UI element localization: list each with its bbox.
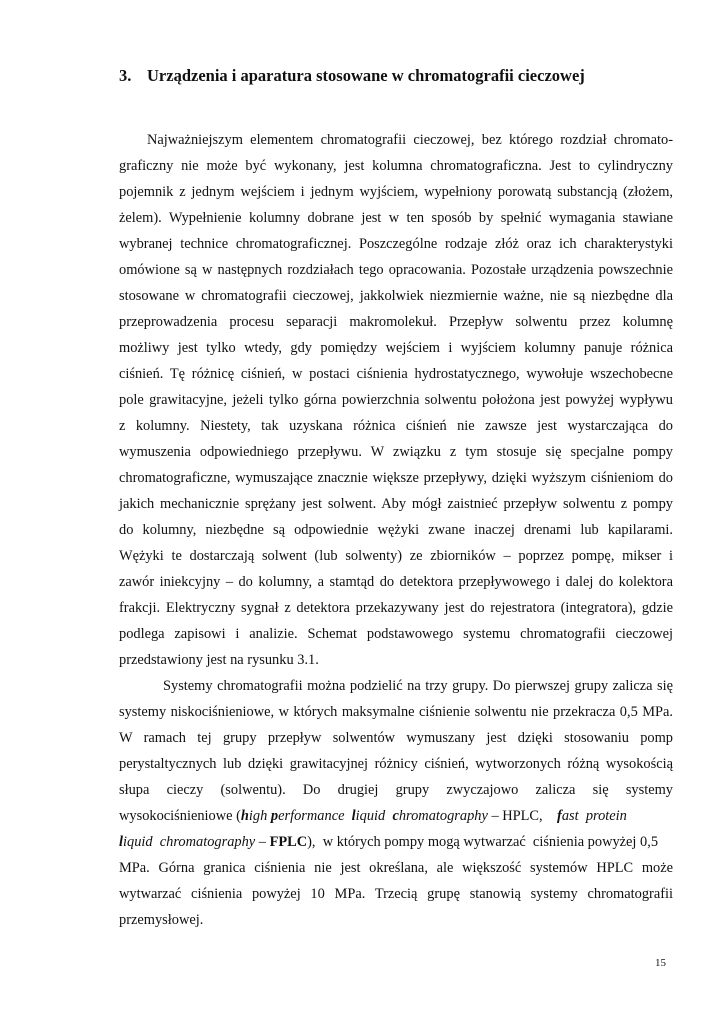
text-span: – — [255, 834, 270, 850]
italic-span: iquid — [355, 808, 393, 824]
acronym-letter: h — [240, 808, 249, 824]
text-span: – HPLC, — [487, 808, 558, 824]
text-line: przeprowadzenia procesu separacji makromolekuł. Przepływ solwentu przez kolumnę — [119, 314, 673, 330]
acronym-letter: l — [351, 808, 356, 824]
text-line: Najważniejszym elementem chromatografii cieczowej, bez którego rozdział chromato- — [147, 132, 673, 148]
section-number: 3. — [119, 66, 132, 85]
section-title: Urządzenia i aparatura stosowane w chromatografii cieczowej — [147, 66, 585, 85]
text-line: przemysłowej. — [119, 912, 204, 928]
text-line: jakich mechanicznie sprężany jest solwent. Aby mógł zaistnieć przepływ solwentu z pompy — [119, 496, 673, 512]
text-line — [119, 833, 673, 851]
text-line: perystaltycznych lub dzięki grawitacyjnej różnicy ciśnień, wytworzonych różną wysokością — [119, 756, 673, 772]
acronym-letter: c — [392, 808, 399, 824]
text-line: graficzny nie może być wykonany, jest kolumna chromatograficzna. Jest to cylindryczny — [119, 158, 673, 174]
acronym-letter: l — [119, 834, 123, 850]
text-line: przedstawiony jest na rysunku 3.1. — [119, 652, 319, 668]
text-line: Wężyki te dostarczają solwent (lub solwenty) ze zbiorników – poprzez pompę, mikser i — [119, 548, 673, 564]
text-line: wybranej technice chromatograficznej. Poszczególne rodzaje złóż oraz ich charakterystyki — [119, 236, 673, 252]
page-number: 15 — [655, 957, 666, 969]
text-line: Systemy chromatografii można podzielić na trzy grupy. Do pierwszej grupy zalicza się — [163, 678, 673, 694]
text-span: ), w których pompy mogą wytwarzać ciśnienia powyżej 0,5 — [307, 834, 659, 850]
italic-span: iquid chromatography — [123, 834, 256, 850]
italic-span: erformance — [278, 808, 352, 824]
text-line: wymuszenia odpowiedniego przepływu. W związku z tym stosuje się specjalne pompy — [119, 444, 673, 460]
text-span: wysokociśnieniowe ( — [119, 808, 241, 824]
italic-span: ast protein — [561, 808, 627, 824]
text-line: pojemnik z jednym wejściem i jednym wyjściem, wypełniony porowatą substancją (złożem, — [119, 184, 673, 200]
text-line: stosowane w chromatografii cieczowej, jakkolwiek niezmiernie ważne, nie są niezbędne dla — [119, 288, 673, 304]
text-line: możliwy jest tylko wtedy, gdy pomiędzy wejściem i wyjściem kolumny panuje różnica — [119, 340, 673, 356]
section-heading — [119, 66, 679, 86]
text-line: pole grawitacyjne, jeżeli tylko górna powierzchnia solwentu położona jest powyżej wypływu — [119, 392, 673, 408]
acronym-letter: p — [270, 808, 279, 824]
text-line: żelem). Wypełnienie kolumny dobrane jest w ten sposób by spełnić wymagania stawiane — [119, 210, 673, 226]
text-line: omówione są w następnych rozdziałach tego opracowania. Pozostałe urządzenia powszechnie — [119, 262, 673, 278]
acronym-letter: f — [557, 808, 562, 824]
text-line: frakcji. Elektryczny sygnał z detektora przekazywany jest do rejestratora (integratora), gdzie — [119, 600, 673, 616]
italic-span: hromatography — [398, 808, 488, 824]
text-line: zawór iniekcyjny – do kolumny, a stamtąd do detektora przepływowego i dalej do kolektora — [119, 574, 673, 590]
text-line: do kolumny, niezbędne są odpowiednie wężyki zwane inaczej drenami lub kapilarami. — [119, 522, 673, 538]
text-line: systemy niskociśnieniowe, w których maksymalne ciśnienie solwentu nie przekracza 0,5 MPa. — [119, 704, 673, 720]
text-line: z kolumny. Niestety, tak uzyskana różnica ciśnień nie zawsze jest wystarczająca do — [119, 418, 673, 434]
text-line: W ramach tej grupy przepływ solwentów wymuszany jest dzięki stosowaniu pomp — [119, 730, 673, 746]
italic-span: igh — [248, 808, 271, 824]
text-line: MPa. Górna granica ciśnienia nie jest określana, ale większość systemów HPLC może — [119, 860, 673, 876]
text-line — [119, 807, 673, 825]
acronym-fplc: FPLC — [269, 834, 308, 850]
text-line: podlega zapisowi i analizie. Schemat podstawowego systemu chromatografii cieczowej — [119, 626, 673, 642]
text-line: wytwarzać ciśnienia powyżej 10 MPa. Trzecią grupę stanowią systemy chromatografii — [119, 886, 673, 902]
text-line: słupa cieczy (solwentu). Do drugiej grupy zwyczajowo zalicza się systemy — [119, 782, 673, 798]
text-line: ciśnień. Tę różnicę ciśnień, w postaci ciśnienia hydrostatycznego, wywołuje wszechobecne — [119, 366, 673, 382]
text-line: chromatograficzne, wymuszające znacznie większe przepływy, dzięki wyższym ciśnieniom do — [119, 470, 673, 486]
